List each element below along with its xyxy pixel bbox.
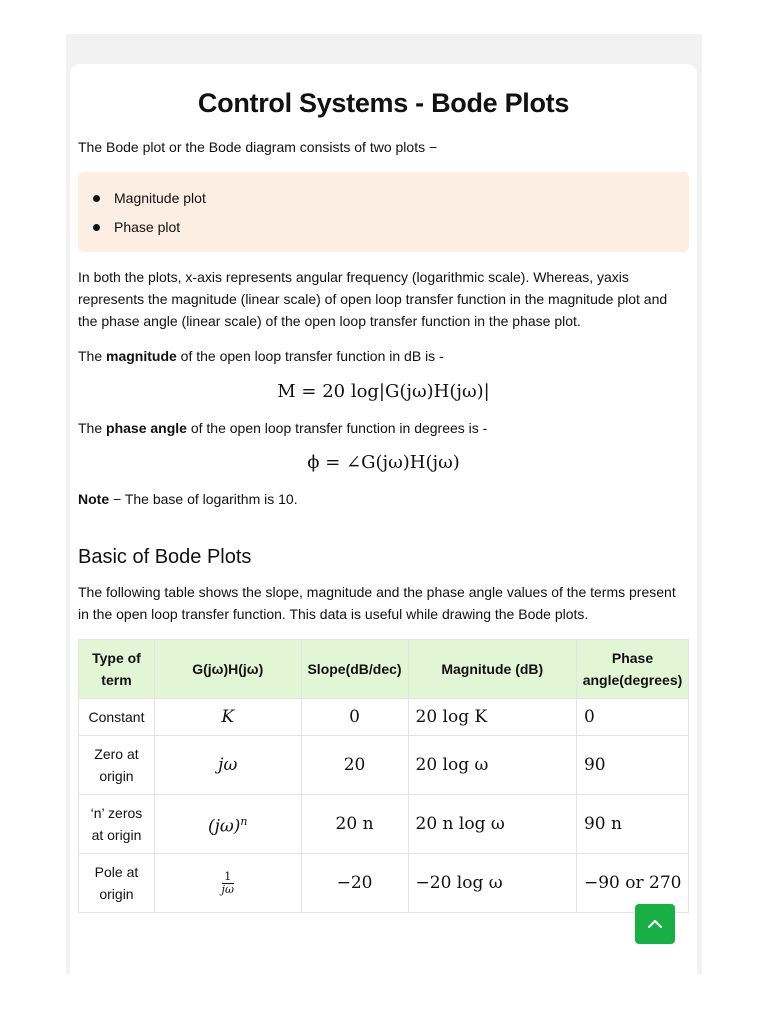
section-heading: Basic of Bode Plots bbox=[78, 546, 252, 568]
scroll-to-top-button[interactable] bbox=[635, 904, 675, 944]
cell-phase: −90 or 270 bbox=[576, 854, 688, 913]
cell-magnitude: 20 n log ω bbox=[408, 795, 576, 854]
intro-paragraph: The Bode plot or the Bode diagram consists of two plots − bbox=[78, 139, 438, 155]
cell-type: Zero at origin bbox=[79, 736, 155, 795]
cell-phase: 0 bbox=[576, 699, 688, 736]
table-row bbox=[79, 795, 689, 854]
table-row bbox=[79, 699, 689, 736]
page-title: Control Systems - Bode Plots bbox=[197, 88, 570, 118]
cell-g: K bbox=[154, 699, 301, 736]
cell-magnitude: −20 log ω bbox=[408, 854, 576, 913]
cell-phase: 90 n bbox=[576, 795, 688, 854]
magnitude-formula: M = 20 log|G(jω)H(jω)| bbox=[277, 381, 490, 402]
cell-type: Constant bbox=[79, 699, 155, 736]
cell-magnitude: 20 log ω bbox=[408, 736, 576, 795]
header-slope: Slope(dB/dec) bbox=[301, 640, 408, 699]
cell-type: ‘n’ zeros at origin bbox=[79, 795, 155, 854]
plots-list-box bbox=[78, 172, 689, 252]
table-row bbox=[79, 736, 689, 795]
header-type: Type of term bbox=[79, 640, 155, 699]
magnitude-paragraph: The magnitude of the open loop transfer function in dB is - bbox=[78, 348, 444, 364]
list-item: Phase plot bbox=[78, 213, 689, 242]
bullet-icon bbox=[93, 195, 100, 202]
bullet-icon bbox=[93, 224, 100, 231]
cell-g: jω bbox=[154, 736, 301, 795]
cell-magnitude: 20 log K bbox=[408, 699, 576, 736]
note-paragraph: Note − The base of logarithm is 10. bbox=[78, 491, 298, 507]
header-magnitude: Magnitude (dB) bbox=[408, 640, 576, 699]
cell-slope: −20 bbox=[301, 854, 408, 913]
cell-g: $\frac{1}{j\omega}$ bbox=[154, 854, 301, 913]
phase-paragraph: The phase angle of the open loop transfer function in degrees is - bbox=[78, 420, 488, 436]
cell-phase: 90 bbox=[576, 736, 688, 795]
header-g: G(jω)H(jω) bbox=[154, 640, 301, 699]
phase-formula: ϕ = ∠G(jω)H(jω) bbox=[307, 452, 460, 473]
cell-slope: 0 bbox=[301, 699, 408, 736]
table-row bbox=[79, 854, 689, 913]
cell-slope: 20 n bbox=[301, 795, 408, 854]
article-card bbox=[70, 64, 697, 984]
cell-g: $(j\omega)^n$ bbox=[154, 795, 301, 854]
chevron-up-icon bbox=[646, 915, 664, 933]
table-intro-paragraph: The following table shows the slope, magnitude and the phase angle values of the terms present in the open loop transfer function. This data is useful while drawing the Bode plots. bbox=[78, 584, 676, 622]
axes-paragraph: In both the plots, x-axis represents angular frequency (logarithmic scale). Whereas, yaxis represents the magnitude (linear scale) of open loop transfer function in the magnitude plot and the phase angle (linear scale) of the open loop transfer function in the phase plot. bbox=[78, 269, 668, 329]
header-phase: Phase angle(degrees) bbox=[576, 640, 688, 699]
cell-slope: 20 bbox=[301, 736, 408, 795]
article-content bbox=[78, 64, 689, 913]
table-header-row bbox=[79, 640, 689, 699]
cell-type: Pole at origin bbox=[79, 854, 155, 913]
bode-terms-table bbox=[78, 639, 689, 913]
list-item: Magnitude plot bbox=[78, 184, 689, 213]
